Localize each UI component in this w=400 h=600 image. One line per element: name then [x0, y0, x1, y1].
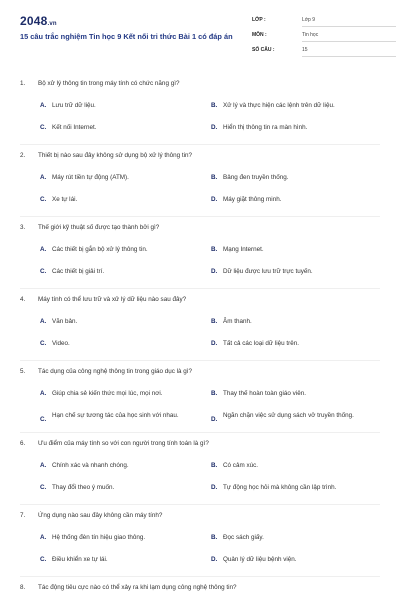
option-key: B.: [211, 246, 218, 253]
option-key: A.: [40, 102, 47, 109]
meta-label: LỚP :: [252, 17, 266, 23]
option-c[interactable]: [40, 556, 205, 570]
option-b[interactable]: [211, 534, 376, 548]
question-header: [20, 440, 380, 452]
meta-value: 15: [302, 46, 396, 57]
option-d[interactable]: [211, 412, 376, 426]
option-c[interactable]: [40, 412, 205, 426]
option-text: Hiển thị thông tin ra màn hình.: [223, 124, 308, 131]
question-divider: [20, 504, 380, 505]
question-number: 8.: [20, 584, 26, 591]
question-item: [20, 296, 380, 368]
option-key: C.: [40, 196, 47, 203]
logo-text: 2048: [20, 14, 48, 28]
question-divider: [20, 216, 380, 217]
option-text: Lưu trữ dữ liệu.: [52, 102, 96, 109]
question-number: 2.: [20, 152, 26, 159]
option-c[interactable]: [40, 124, 205, 138]
question-item: [20, 368, 380, 440]
question-text: Ưu điểm của máy tính so với con người trong tính toán là gì?: [38, 440, 209, 447]
meta-value: Tin học: [302, 31, 396, 42]
option-text: Xe tự lái.: [52, 196, 78, 203]
option-b[interactable]: [211, 318, 376, 332]
meta-label: MÔN :: [252, 32, 267, 38]
option-a[interactable]: [40, 534, 205, 548]
page-title: 15 câu trắc nghiệm Tin học 9 Kết nối tri thức Bài 1 có đáp án: [20, 32, 233, 41]
option-key: D.: [211, 416, 218, 423]
question-header: [20, 584, 380, 596]
question-header: [20, 80, 380, 92]
option-key: B.: [211, 318, 218, 325]
option-c[interactable]: [40, 268, 205, 282]
option-key: C.: [40, 416, 47, 423]
question-divider: [20, 432, 380, 433]
question-header: [20, 152, 380, 164]
option-a[interactable]: [40, 246, 205, 260]
question-item: [20, 152, 380, 224]
question-number: 5.: [20, 368, 26, 375]
option-b[interactable]: [211, 390, 376, 404]
option-key: D.: [211, 340, 218, 347]
question-header: [20, 224, 380, 236]
option-a[interactable]: [40, 318, 205, 332]
option-a[interactable]: [40, 174, 205, 188]
option-key: A.: [40, 174, 47, 181]
option-key: B.: [211, 462, 218, 469]
option-key: D.: [211, 124, 218, 131]
question-item: [20, 512, 380, 584]
option-key: A.: [40, 318, 47, 325]
option-text: Giúp chia sẻ kiến thức mọi lúc, mọi nơi.: [52, 390, 163, 397]
option-key: B.: [211, 534, 218, 541]
question-header: [20, 368, 380, 380]
option-key: A.: [40, 390, 47, 397]
question-number: 7.: [20, 512, 26, 519]
question-item: [20, 440, 380, 512]
site-logo[interactable]: [20, 14, 57, 28]
option-key: B.: [211, 174, 218, 181]
option-text: Các thiết bị giải trí.: [52, 268, 105, 275]
question-list: [20, 80, 380, 600]
option-d[interactable]: [211, 484, 376, 498]
option-text: Điều khiển xe tự lái.: [52, 556, 108, 563]
option-c[interactable]: [40, 484, 205, 498]
option-d[interactable]: [211, 556, 376, 570]
option-text: Quản lý dữ liệu bệnh viện.: [223, 556, 297, 563]
option-key: C.: [40, 484, 47, 491]
option-b[interactable]: [211, 246, 376, 260]
option-c[interactable]: [40, 196, 205, 210]
option-text: Dữ liệu được lưu trữ trực tuyến.: [223, 268, 313, 275]
meta-row-subject: [252, 29, 392, 44]
question-item: [20, 584, 380, 600]
question-divider: [20, 288, 380, 289]
option-d[interactable]: [211, 268, 376, 282]
option-text: Chính xác và nhanh chóng.: [52, 462, 129, 469]
option-text: Tự động học hỏi mà không cần lập trình.: [223, 484, 337, 491]
option-a[interactable]: [40, 462, 205, 476]
option-a[interactable]: [40, 390, 205, 404]
question-text: Tác dụng của công nghệ thông tin trong giáo dục là gì?: [38, 368, 193, 375]
option-text: Xử lý và thực hiện các lệnh trên dữ liệu.: [223, 102, 335, 109]
option-key: D.: [211, 556, 218, 563]
question-text: Tác động tiêu cực nào có thể xảy ra khi lạm dụng công nghệ thông tin?: [38, 584, 237, 591]
option-text: Video.: [52, 340, 70, 347]
question-text: Thiết bị nào sau đây không sử dụng bộ xử lý thông tin?: [38, 152, 193, 159]
meta-value: Lớp 9: [302, 16, 396, 27]
question-item: [20, 80, 380, 152]
option-key: C.: [40, 124, 47, 131]
option-text: Các thiết bị gắn bộ xử lý thông tin.: [52, 246, 148, 253]
option-text: Kết nối Internet.: [52, 124, 97, 131]
question-header: [20, 296, 380, 308]
meta-info: [252, 14, 392, 59]
option-text: Thay đổi theo ý muốn.: [52, 484, 115, 491]
option-key: C.: [40, 340, 47, 347]
question-text: Máy tính có thể lưu trữ và xử lý dữ liệu nào sau đây?: [38, 296, 187, 303]
option-text: Hệ thống đèn tín hiệu giao thông.: [52, 534, 146, 541]
meta-row-class: [252, 14, 392, 29]
option-key: C.: [40, 556, 47, 563]
option-d[interactable]: [211, 340, 376, 354]
option-key: A.: [40, 462, 47, 469]
meta-label: SỐ CÂU :: [252, 47, 275, 53]
option-text: Máy rút tiền tự động (ATM).: [52, 174, 129, 181]
option-text: Ngăn chặn việc sử dụng sách vở truyền thống.: [223, 412, 354, 419]
option-text: Mạng Internet.: [223, 246, 264, 253]
option-key: D.: [211, 484, 218, 491]
option-key: D.: [211, 196, 218, 203]
question-divider: [20, 360, 380, 361]
meta-row-count: [252, 44, 392, 59]
question-number: 6.: [20, 440, 26, 447]
option-key: D.: [211, 268, 218, 275]
option-text: Âm thanh.: [223, 318, 252, 325]
question-number: 1.: [20, 80, 26, 87]
option-c[interactable]: [40, 340, 205, 354]
option-d[interactable]: [211, 196, 376, 210]
option-b[interactable]: [211, 174, 376, 188]
question-text: Ứng dụng nào sau đây không cần máy tính?: [38, 512, 163, 519]
option-b[interactable]: [211, 462, 376, 476]
option-text: Hạn chế sự tương tác của học sinh với nhau.: [52, 412, 179, 419]
question-item: [20, 224, 380, 296]
question-number: 3.: [20, 224, 26, 231]
question-number: 4.: [20, 296, 26, 303]
option-text: Bảng đen truyền thống.: [223, 174, 289, 181]
option-key: C.: [40, 268, 47, 275]
option-b[interactable]: [211, 102, 376, 116]
option-key: A.: [40, 246, 47, 253]
option-key: B.: [211, 390, 218, 397]
question-text: Thế giới kỹ thuật số được tạo thành bởi gì?: [38, 224, 160, 231]
question-divider: [20, 144, 380, 145]
question-header: [20, 512, 380, 524]
option-text: Thay thế hoàn toàn giáo viên.: [223, 390, 306, 397]
option-a[interactable]: [40, 102, 205, 116]
worksheet-header: [20, 14, 380, 70]
logo-domain: .vn: [47, 21, 57, 27]
question-divider: [20, 576, 380, 577]
question-text: Bộ xử lý thông tin trong máy tính có chức năng gì?: [38, 80, 180, 87]
option-key: A.: [40, 534, 47, 541]
option-text: Văn bản.: [52, 318, 78, 325]
option-text: Đọc sách giấy.: [223, 534, 264, 541]
option-d[interactable]: [211, 124, 376, 138]
option-text: Có cảm xúc.: [223, 462, 258, 469]
option-text: Tất cả các loại dữ liệu trên.: [223, 340, 299, 347]
option-key: B.: [211, 102, 218, 109]
option-text: Máy giặt thông minh.: [223, 196, 282, 203]
